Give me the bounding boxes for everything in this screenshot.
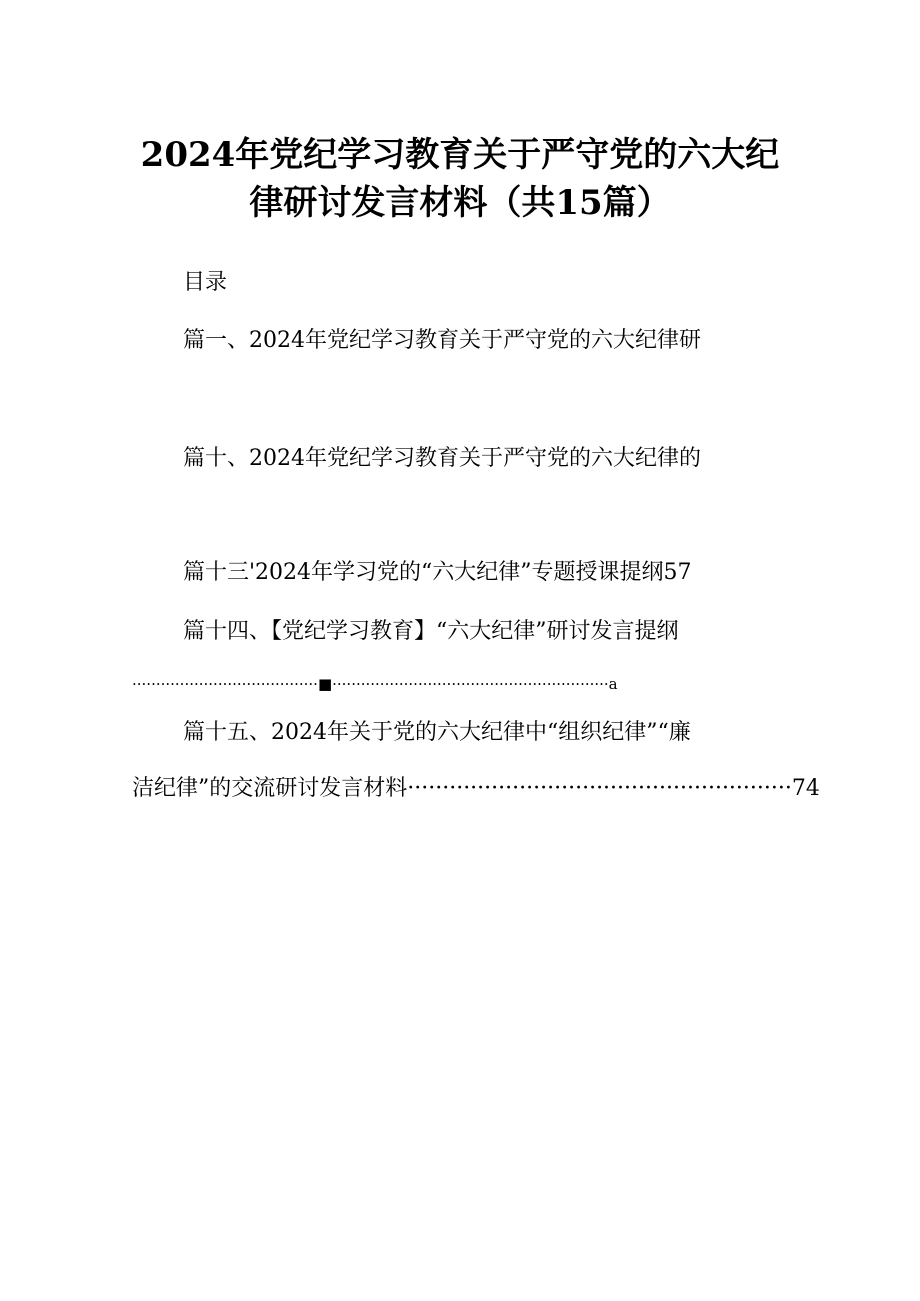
toc-entry-10[interactable]: 篇十、2024年党纪学习教育关于严守党的六大纪律的 — [183, 446, 701, 471]
document-title-line-1: 2024年党纪学习教育关于严守党的六大纪 — [140, 135, 780, 175]
toc-entry-1[interactable]: 篇一、2024年党纪学习教育关于严守党的六大纪律研 — [183, 328, 701, 353]
toc-heading: 目录 — [183, 270, 228, 295]
document-title-line-2: 律研讨发言材料（共15篇） — [249, 183, 671, 223]
toc-entry-14[interactable]: 篇十四、【党纪学习教育】“六大纪律”研讨发言提纲 — [183, 619, 679, 644]
toc-entry-15-line-2[interactable]: 洁纪律”的交流研讨发言材料·······················································74 — [132, 776, 820, 801]
toc-entry-13[interactable]: 篇十三'2024年学习党的“六大纪律”专题授课提纲57 — [183, 560, 692, 585]
toc-entry-15-line-1[interactable]: 篇十五、2024年关于党的六大纪律中“组织纪律”“廉 — [183, 720, 691, 745]
toc-entry-14-leader-dots: ·······································■··························································a — [132, 675, 618, 693]
